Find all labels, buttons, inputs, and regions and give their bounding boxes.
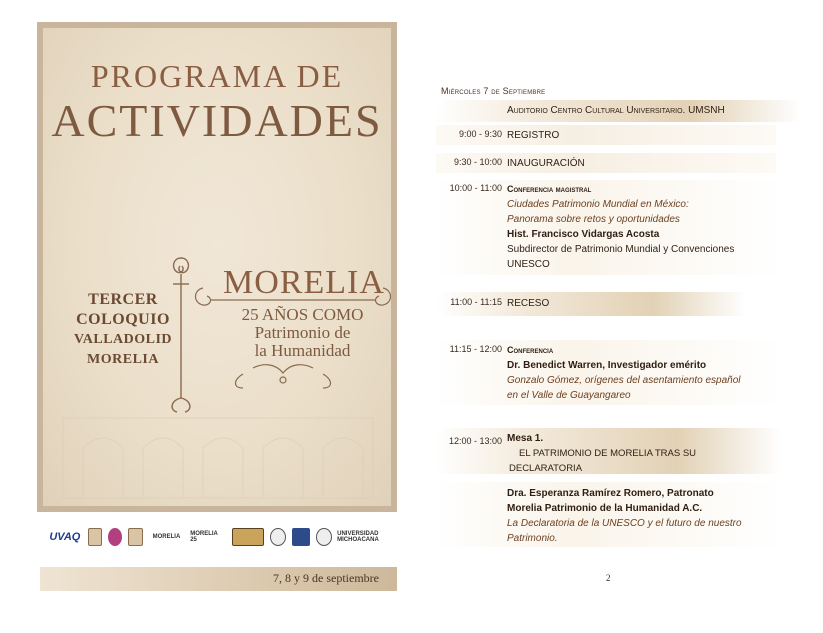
mesa-talk xyxy=(507,486,812,546)
program-page xyxy=(436,0,816,633)
morelia-25-logo: MORELIA 25 xyxy=(190,531,218,543)
day-header: Miércoles 7 de Septiembre xyxy=(441,86,546,96)
time-slot: 11:00 - 11:15 xyxy=(450,297,502,307)
time-slot: 9:30 - 10:00 xyxy=(453,157,502,167)
sponsor-logo xyxy=(232,528,264,546)
date-bar xyxy=(40,567,397,591)
sponsor-logo xyxy=(108,528,122,546)
talk-line: La Declaratoria de la UNESCO y el futuro de nuestro xyxy=(507,518,742,529)
cover-panel xyxy=(37,22,397,512)
venue: Auditorio Centro Cultural Universitario. UMSNH xyxy=(507,105,725,116)
morelia-logo: MORELIA xyxy=(152,534,181,540)
coloquio-line: VALLADOLID xyxy=(73,332,173,347)
item-label: Mesa 1. xyxy=(507,433,544,444)
morelia-sub-line: Patrimonio de xyxy=(254,323,351,342)
coloquio-block xyxy=(63,290,183,370)
sponsor-logos xyxy=(48,522,378,552)
uvaq-logo: UVAQ xyxy=(49,531,81,543)
coloquio-line: MORELIA xyxy=(87,352,159,367)
item-title: INAUGURACIÓN xyxy=(507,158,585,169)
talk-line: Panorama sobre retos y oportunidades xyxy=(507,214,680,225)
talk-line: Patrimonio. xyxy=(507,533,558,544)
speaker-role: Subdirector de Patrimonio Mundial y Convenciones xyxy=(507,244,735,255)
cover-title-line2: ACTIVIDADES xyxy=(51,95,383,146)
item-title: RECESO xyxy=(507,298,550,309)
item-label: Conferencia magistral xyxy=(507,184,592,194)
sponsor-logo xyxy=(316,528,332,546)
time-slot: 10:00 - 11:00 xyxy=(449,183,502,193)
mesa-title: EL PATRIMONIO DE MORELIA TRAS SU xyxy=(519,448,697,459)
morelia-sub-line: 25 AÑOS COMO xyxy=(241,305,364,324)
sponsor-logo xyxy=(128,528,142,546)
time-slot: 11:15 - 12:00 xyxy=(449,344,502,354)
mesa-block xyxy=(507,431,812,476)
page-number: 2 xyxy=(606,573,611,583)
umsnh-logo: UNIVERSIDAD MICHOACANA xyxy=(337,531,379,543)
morelia-title: MORELIA xyxy=(223,264,385,301)
time-slot: 9:00 - 9:30 xyxy=(458,129,502,139)
speaker: Hist. Francisco Vidargas Acosta xyxy=(507,229,660,240)
speaker: Morelia Patrimonio de la Humanidad A.C. xyxy=(507,503,703,514)
sponsor-logo xyxy=(88,528,102,546)
item-title: REGISTRO xyxy=(507,130,560,141)
sponsor-logo xyxy=(270,528,286,546)
talk-line: en el Valle de Guayangareo xyxy=(507,390,631,401)
cover-background xyxy=(43,28,391,506)
mesa-title: DECLARATORIA xyxy=(509,463,583,474)
speaker-role: UNESCO xyxy=(507,259,550,270)
morelia-sub-line: la Humanidad xyxy=(254,341,351,360)
conference-block xyxy=(507,182,812,272)
item-label: Conferencia xyxy=(507,345,554,355)
speaker: Dr. Benedict Warren, Investigador emérito xyxy=(507,360,707,371)
speaker: Dra. Esperanza Ramírez Romero, Patronato xyxy=(507,488,714,499)
coloquio-line: COLOQUIO xyxy=(76,311,170,328)
morelia-subtitle xyxy=(215,306,390,360)
conference-block xyxy=(507,343,812,403)
sponsor-logo xyxy=(292,528,310,546)
talk-line: Ciudades Patrimonio Mundial en México: xyxy=(507,199,689,210)
event-dates: 7, 8 y 9 de septiembre xyxy=(273,571,379,585)
coloquio-line: TERCER xyxy=(88,291,158,308)
talk-line: Gonzalo Gómez, orígenes del asentamiento español xyxy=(507,375,741,386)
time-slot: 12:00 - 13:00 xyxy=(448,436,502,446)
cover-title-line1: PROGRAMA DE xyxy=(90,58,344,94)
background-architecture xyxy=(63,418,373,498)
